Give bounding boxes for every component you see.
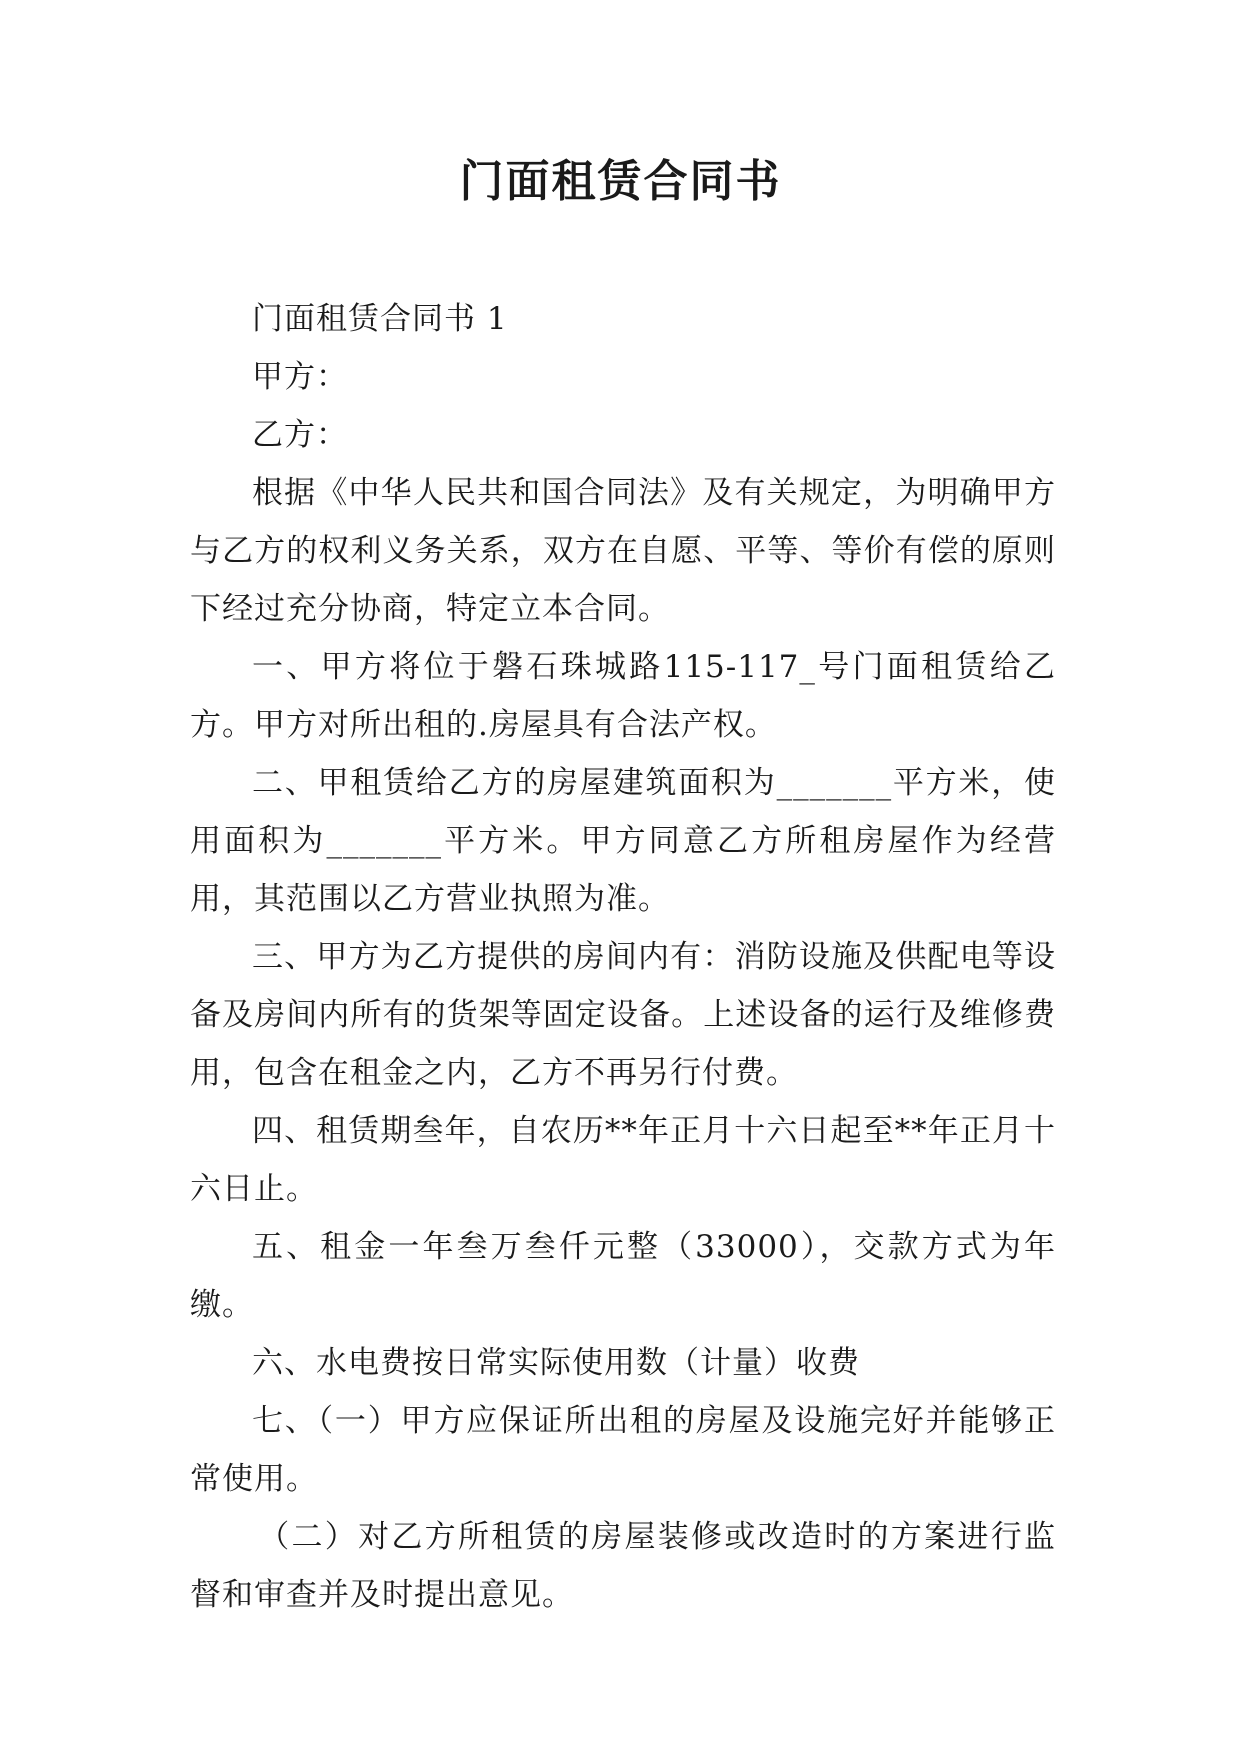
paragraph-subtitle: 门面租赁合同书 1	[252, 301, 508, 337]
paragraph-party-a: 甲方：	[252, 359, 348, 395]
paragraph-clause-3: 三、甲方为乙方提供的房间内有：消防设施及供配电等设备及房间内所有的货架等固定设备。上述设备的运行及维修费用，包含在租金之内，乙方不再另行付费。	[190, 939, 1056, 1091]
paragraph-clause-2: 二、甲租赁给乙方的房屋建筑面积为_______平方米，使用面积为_______平方米。甲方同意乙方所租房屋作为经营用，其范围以乙方营业执照为准。	[190, 765, 1056, 917]
paragraph-clause-6: 六、水电费按日常实际使用数（计量）收费	[252, 1345, 860, 1381]
document-body	[190, 290, 1056, 1624]
document-title: 门面租赁合同书	[459, 156, 782, 207]
paragraph-clause-7-2: （二）对乙方所租赁的房屋装修或改造时的方案进行监督和审查并及时提出意见。	[190, 1519, 1056, 1613]
paragraph-preamble: 根据《中华人民共和国合同法》及有关规定，为明确甲方与乙方的权利义务关系，双方在自愿、平等、等价有偿的原则下经过充分协商，特定立本合同。	[190, 475, 1056, 627]
paragraph-clause-4: 四、租赁期叁年，自农历**年正月十六日起至**年正月十六日止。	[190, 1113, 1056, 1207]
paragraph-clause-5: 五、租金一年叁万叁仟元整（33000），交款方式为年缴。	[190, 1229, 1056, 1323]
paragraph-clause-7-1: 七、（一）甲方应保证所出租的房屋及设施完好并能够正常使用。	[190, 1403, 1056, 1497]
paragraph-party-b: 乙方：	[252, 417, 348, 453]
paragraph-clause-1: 一、甲方将位于磐石珠城路115-117_号门面租赁给乙方。甲方对所出租的.房屋具有合法产权。	[190, 649, 1056, 743]
